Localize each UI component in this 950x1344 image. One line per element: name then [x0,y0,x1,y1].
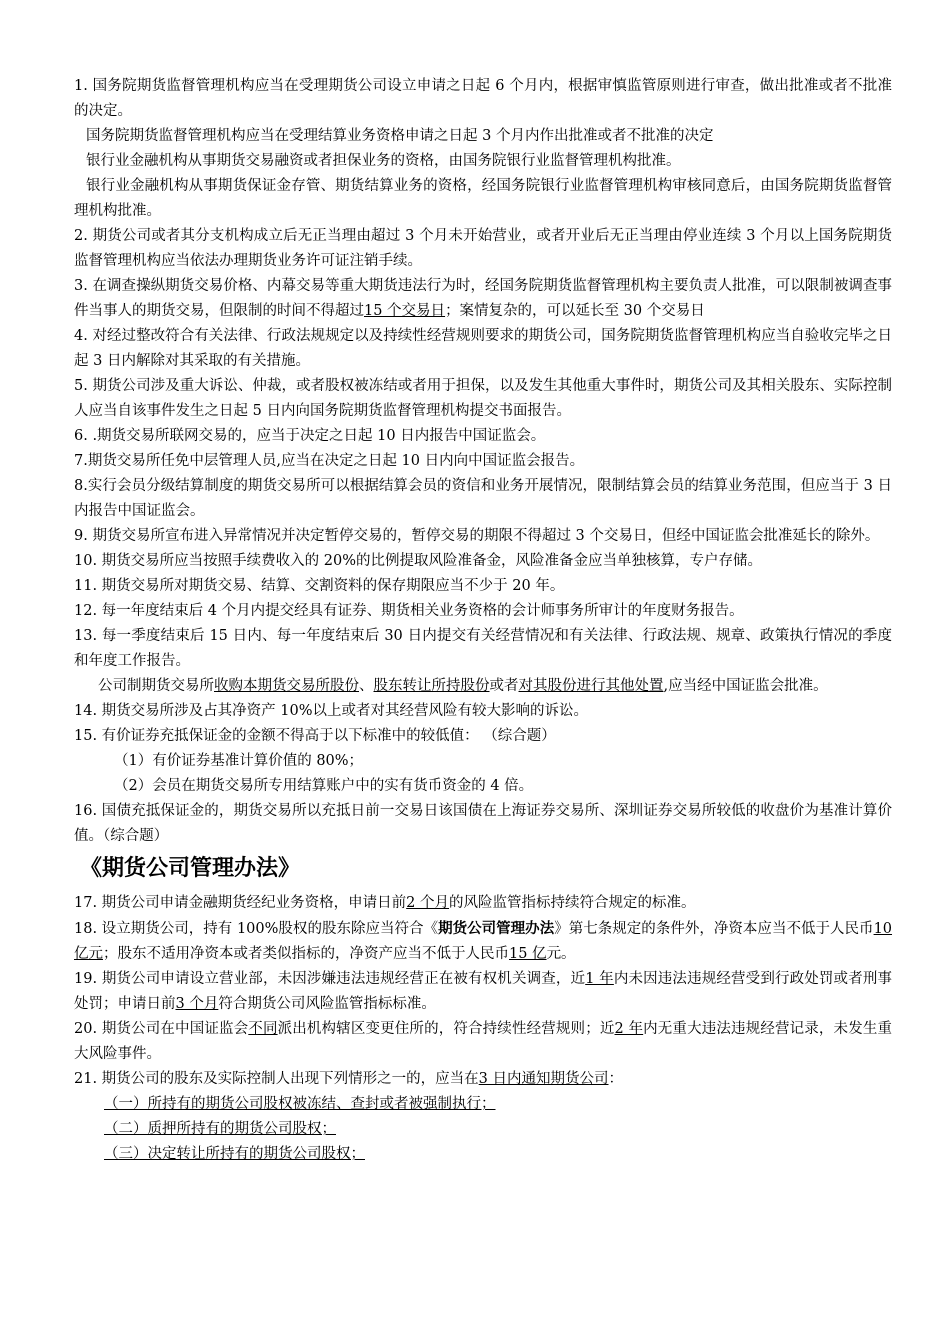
paragraph-14: 14. 期货交易所涉及占其净资产 10%以上或者对其经营风险有较大影响的诉讼。 [74,703,589,719]
underlined-term: 2 年 [614,1021,644,1037]
list-item: （三）决定转让所持有的期货公司股权； [104,1146,365,1162]
paragraph-settlement-approval: 国务院期货监督管理机构应当在受理结算业务资格申请之日起 3 个月内作出批准或者不批准的决定 [86,128,714,144]
underlined-term: 1 年 [585,971,614,987]
paragraph-8: 8.实行会员分级结算制度的期货交易所可以根据结算会员的资信和业务开展情况，限制结算会员的结算业务范围，但应当于 3 日内报告中国证监会。 [74,478,892,519]
section-heading: 《期货公司管理办法》 [80,856,301,881]
underlined-term: 收购本期货交易所股份 [214,678,359,694]
paragraph-18: 18. 设立期货公司，持有 100%股权的股东除应当符合《期货公司管理办法》第七条规定的条件外，净资本应当不低于人民币10 亿元；股东不适用净资本或者类似指标的，净资产应当不低于人民币15 亿元。 [74,920,893,962]
underlined-term: 3 个月 [175,996,219,1012]
paragraph-2: 2. 期货公司或者其分支机构成立后无正当理由超过 3 个月未开始营业，或者开业后无正当理由停业连续 3 个月以上国务院期货监督管理机构应当依法办理期货业务许可证注销手续。 [74,228,892,269]
document-body [74,74,892,1167]
paragraph-15: 15. 有价证券充抵保证金的金额不得高于以下标准中的较低值： （综合题） [74,728,556,744]
paragraph-20: 20. 期货公司在中国证监会不同派出机构辖区变更住所的，符合持续性经营规则；近2 年内无重大违法违规经营记录，未发生重大风险事件。 [74,1021,893,1062]
underlined-term: 3 日内通知期货公司 [478,1071,609,1087]
bold-term: 期货公司管理办法 [438,920,555,937]
paragraph-13: 13. 每一季度结束后 15 日内、每一年度结束后 30 日内提交有关经营情况和有关法律、行政法规、规章、政策执行情况的季度和年度工作报告。 [74,628,892,669]
paragraph-10: 10. 期货交易所应当按照手续费收入的 20%的比例提取风险准备金，风险准备金应当单独核算，专户存储。 [74,553,763,569]
paragraph-17: 17. 期货公司申请金融期货经纪业务资格，申请日前2 个月的风险监管指标持续符合规定的标准。 [74,895,696,911]
paragraph-19: 19. 期货公司申请设立营业部，未因涉嫌违法违规经营正在被有权机关调查，近1 年内未因违法违规经营受到行政处罚或者刑事处罚；申请日前3 个月符合期货公司风险监管指标标准。 [74,971,893,1012]
paragraph-1: 1. 国务院期货监督管理机构应当在受理期货公司设立申请之日起 6 个月内，根据审慎监管原则进行审查，做出批准或者不批准的决定。 [74,78,892,119]
list-item: （一）所持有的期货公司股权被冻结、查封或者被强制执行； [104,1096,496,1112]
underlined-term: 不同 [248,1021,278,1037]
paragraph-company-shares: 公司制期货交易所收购本期货交易所股份、股东转让所持股份或者对其股份进行其他处置,应当经中国证监会批准。 [98,678,828,694]
paragraph-12: 12. 每一年度结束后 4 个月内提交经具有证券、期货相关业务资格的会计师事务所审计的年度财务报告。 [74,603,744,619]
paragraph-bank-financing: 银行业金融机构从事期货交易融资或者担保业务的资格，由国务院银行业监督管理机构批准。 [86,153,681,169]
paragraph-16: 16. 国债充抵保证金的，期货交易所以充抵日前一交易日该国债在上海证券交易所、深圳证券交易所较低的收盘价为基准计算价值。（综合题） [74,803,892,844]
underlined-term: 对其股份进行其他处置 [518,678,664,694]
paragraph-7: 7.期货交易所任免中层管理人员,应当在决定之日起 10 日内向中国证监会报告。 [74,453,585,469]
paragraph-bank-custody: 银行业金融机构从事期货保证金存管、期货结算业务的资格，经国务院银行业监督管理机构审核同意后，由国务院期货监督管理机构批准。 [74,178,892,219]
list-item: （二）质押所持有的期货公司股权； [104,1121,336,1137]
underlined-term: 10 亿元 [74,921,893,962]
underlined-term: 股东转让所持股份 [373,678,490,694]
underlined-term: 15 个交易日 [364,303,446,319]
underlined-term: 2 个月 [406,895,450,911]
paragraph-21: 21. 期货公司的股东及实际控制人出现下列情形之一的，应当在3 日内通知期货公司： [74,1071,624,1087]
paragraph-6: 6. .期货交易所联网交易的，应当于决定之日起 10 日内报告中国证监会。 [74,428,546,444]
paragraph-3: 3. 在调查操纵期货交易价格、内幕交易等重大期货违法行为时，经国务院期货监督管理机构主要负责人批准，可以限制被调查事件当事人的期货交易，但限制的时间不得超过15 个交易日；案情复杂的，可以延长至 30 个交易日 [74,278,892,319]
paragraph-9: 9. 期货交易所宣布进入异常情况并决定暂停交易的，暂停交易的期限不得超过 3 个交易日，但经中国证监会批准延长的除外。 [74,528,880,544]
paragraph-5: 5. 期货公司涉及重大诉讼、仲裁，或者股权被冻结或者用于担保，以及发生其他重大事件时，期货公司及其相关股东、实际控制人应当自该事件发生之日起 5 日内向国务院期货监督管理机构提交书面报告。 [74,378,892,419]
underlined-term: 15 亿 [509,946,547,962]
paragraph-15-item-2: （2）会员在期货交易所专用结算账户中的实有货币资金的 4 倍。 [114,778,534,794]
paragraph-4: 4. 对经过整改符合有关法律、行政法规规定以及持续性经营规则要求的期货公司，国务院期货监督管理机构应当自验收完毕之日起 3 日内解除对其采取的有关措施。 [74,328,892,369]
paragraph-11: 11. 期货交易所对期货交易、结算、交割资料的保存期限应当不少于 20 年。 [74,578,565,594]
paragraph-15-item-1: （1）有价证券基准计算价值的 80%； [114,753,364,769]
